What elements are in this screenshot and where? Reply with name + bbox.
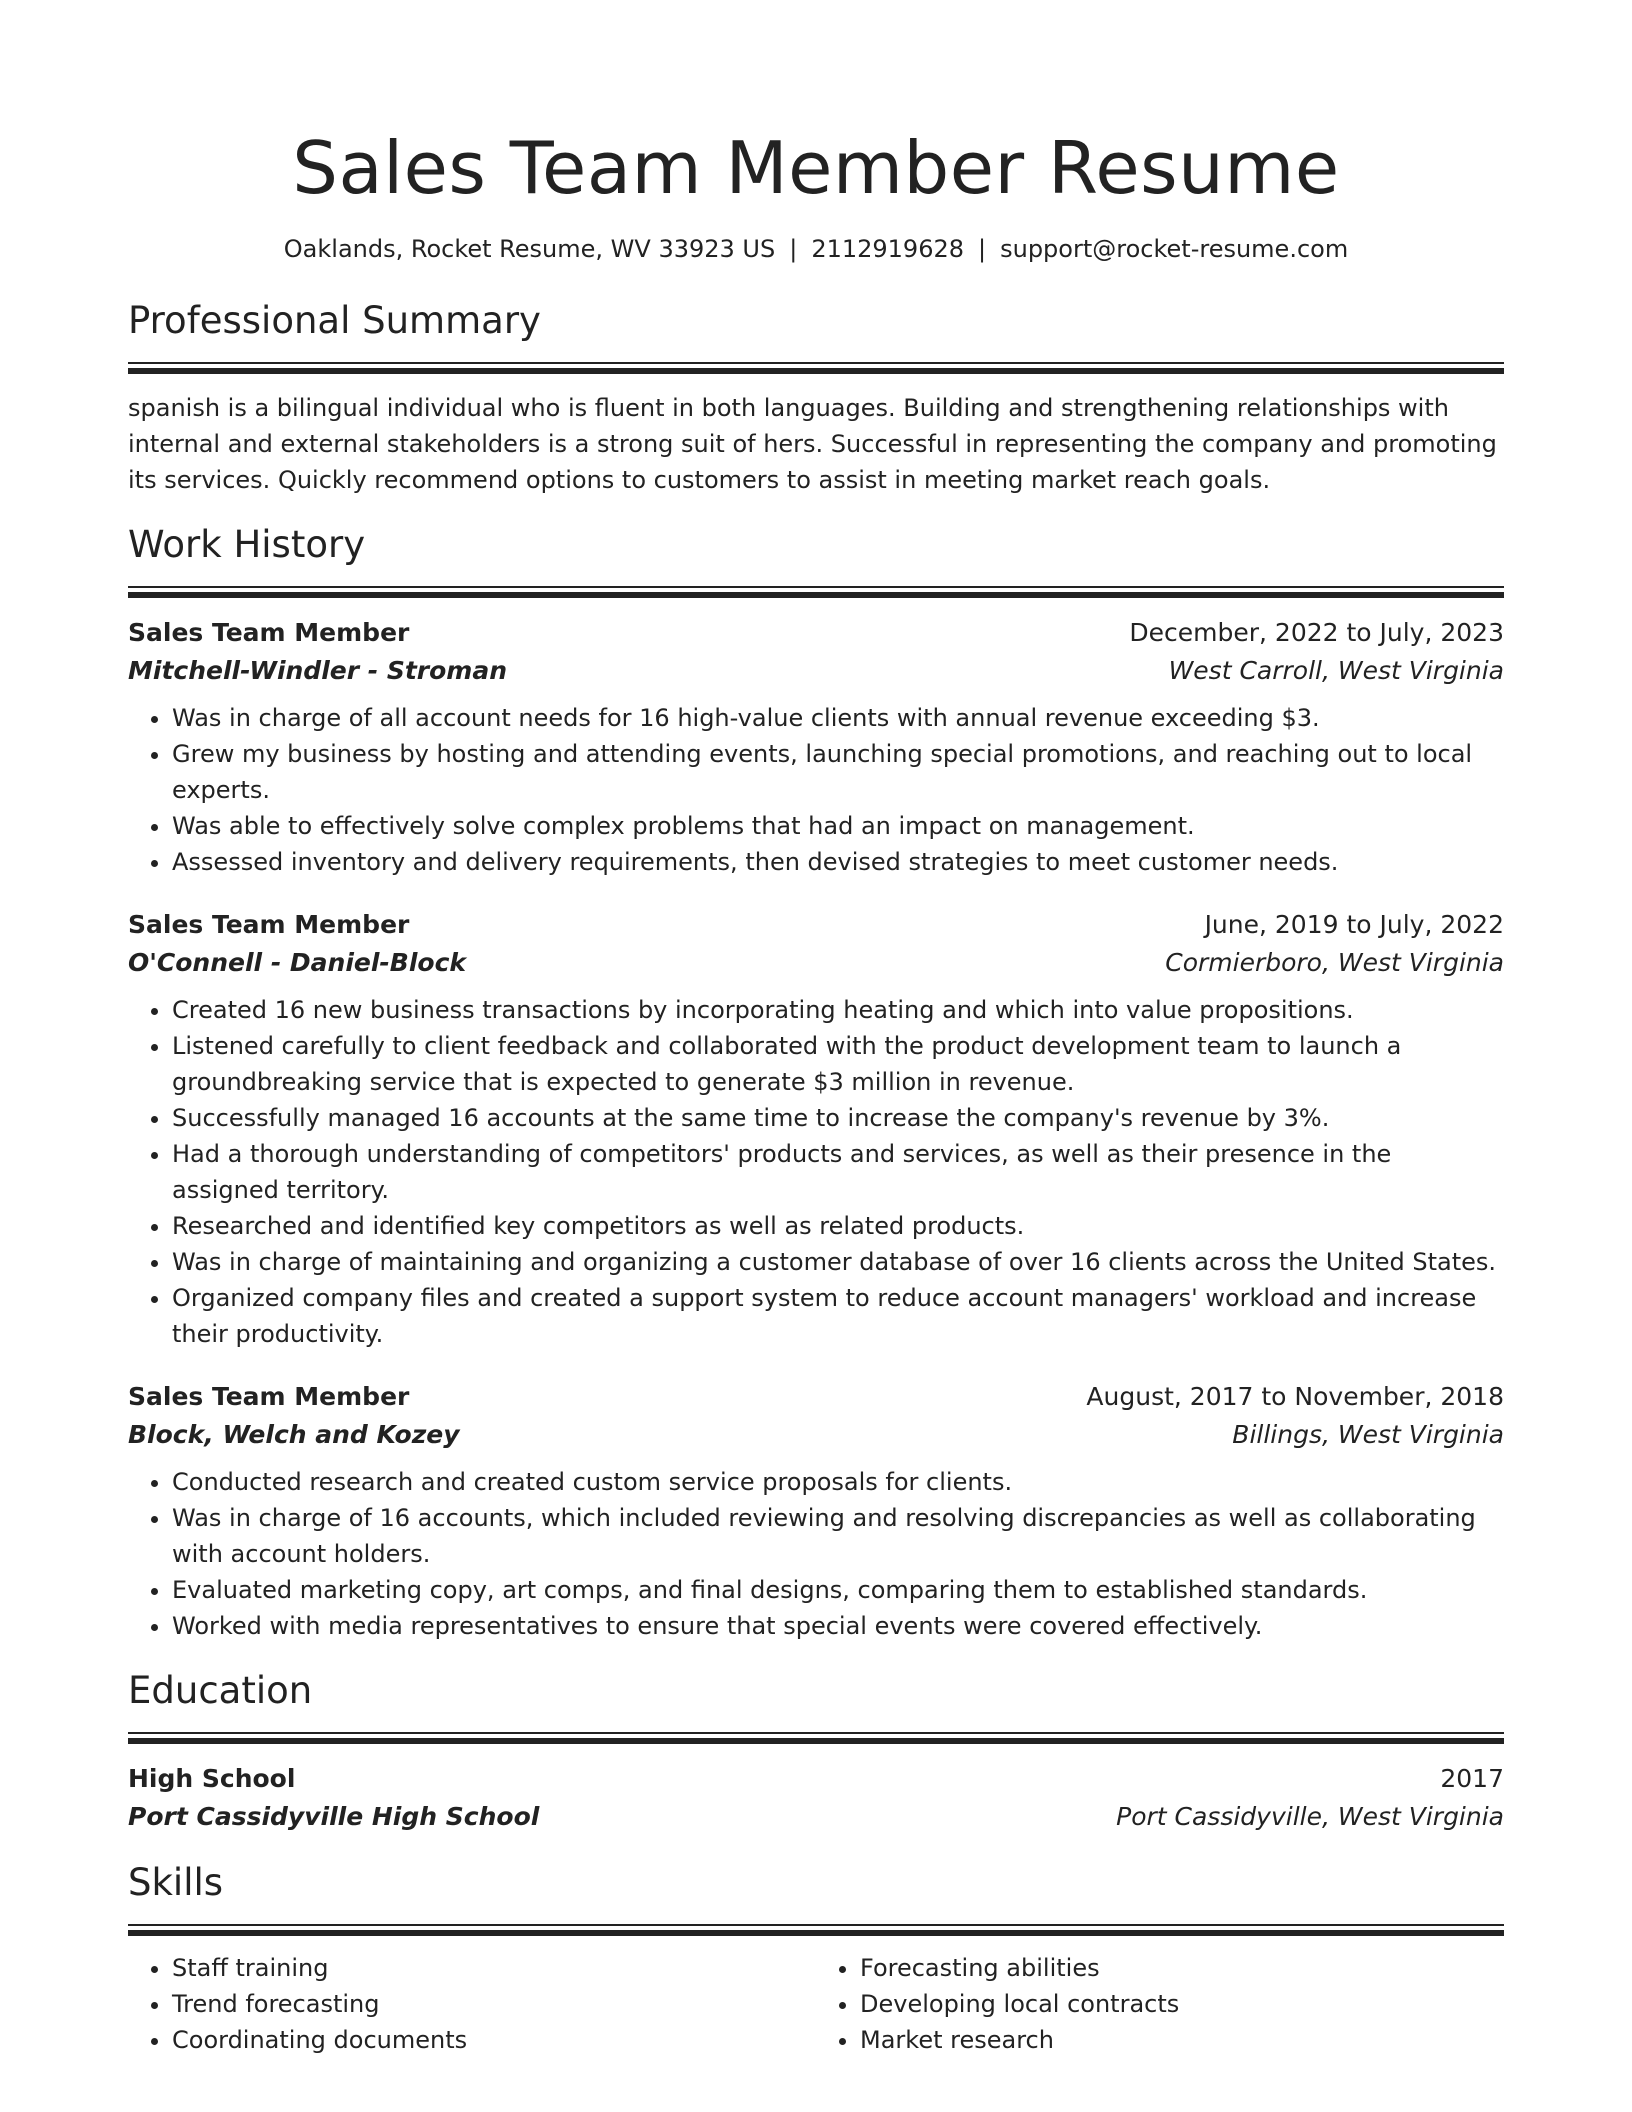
list-item: • Was able to effectively solve complex problems that had an impact on management. (172, 808, 1504, 844)
list-item: • Market research (860, 2022, 1504, 2058)
section-divider (128, 586, 1504, 598)
job-subheader (128, 1416, 1504, 1454)
list-item: • Evaluated marketing copy, art comps, and final designs, comparing them to established standards. (172, 1572, 1504, 1608)
education-location: Port Cassidyville, West Virginia (1116, 1802, 1504, 1831)
job-dates: August, 2017 to November, 2018 (1086, 1382, 1504, 1411)
list-item: • Created 16 new business transactions by incorporating heating and which into value propositions. (172, 992, 1504, 1028)
contact-line (128, 232, 1504, 266)
contact-phone: 2112919628 (811, 235, 965, 263)
job-location: Billings, West Virginia (1232, 1420, 1504, 1449)
list-item: • Assessed inventory and delivery requirements, then devised strategies to meet customer needs. (172, 844, 1504, 880)
list-item: • Successfully managed 16 accounts at the same time to increase the company's revenue by 3%. (172, 1100, 1504, 1136)
list-item: • Forecasting abilities (860, 1950, 1504, 1986)
summary-section (128, 296, 1504, 498)
education-degree: High School (128, 1764, 296, 1793)
section-title-work-history: Work History (128, 523, 366, 566)
list-item: • Had a thorough understanding of competitors' products and services, as well as their presence in the assigned territory. (172, 1136, 1504, 1208)
job-dates: December, 2022 to July, 2023 (1129, 618, 1504, 647)
list-item: • Staff training (172, 1950, 816, 1986)
list-item: • Worked with media representatives to ensure that special events were covered effectively. (172, 1608, 1504, 1644)
skills-columns (128, 1950, 1504, 2058)
contact-separator: | (789, 235, 798, 263)
contact-email: support@rocket-resume.com (1000, 235, 1349, 263)
list-item: • Trend forecasting (172, 1986, 816, 2022)
education-header (128, 1760, 1504, 1798)
job-header (128, 1378, 1504, 1416)
list-item: • Listened carefully to client feedback and collaborated with the product development team to launch a groundbreaking service that is expected to generate $3 million in revenue. (172, 1028, 1504, 1100)
education-subheader (128, 1798, 1504, 1836)
job-entry (128, 906, 1504, 1352)
education-year: 2017 (1440, 1764, 1504, 1793)
resume-title: Sales Team Member Resume (292, 126, 1340, 210)
list-item: • Was in charge of 16 accounts, which included reviewing and resolving discrepancies as well as collaborating with account holders. (172, 1500, 1504, 1572)
education-section (128, 1666, 1504, 1836)
list-item: • Researched and identified key competitors as well as related products. (172, 1208, 1504, 1244)
list-item: • Coordinating documents (172, 2022, 816, 2058)
education-school: Port Cassidyville High School (128, 1802, 540, 1831)
job-bullets (128, 700, 1504, 880)
contact-separator: | (978, 235, 987, 263)
list-item: • Organized company files and created a support system to reduce account managers' workload and increase their productivity. (172, 1280, 1504, 1352)
job-header (128, 614, 1504, 652)
section-divider (128, 362, 1504, 374)
job-location: West Carroll, West Virginia (1168, 656, 1504, 685)
job-bullets (128, 1464, 1504, 1644)
section-divider (128, 1732, 1504, 1744)
section-title-skills: Skills (128, 1861, 224, 1904)
list-item: • Developing local contracts (860, 1986, 1504, 2022)
list-item: • Conducted research and created custom service proposals for clients. (172, 1464, 1504, 1500)
work-history-section (128, 520, 1504, 1644)
list-item: • Was in charge of maintaining and organizing a customer database of over 16 clients across the United States. (172, 1244, 1504, 1280)
job-subheader (128, 652, 1504, 690)
job-location: Cormierboro, West Virginia (1165, 948, 1504, 977)
job-dates: June, 2019 to July, 2022 (1204, 910, 1504, 939)
summary-text: spanish is a bilingual individual who is fluent in both languages. Building and strengthening relationships with internal and external stakeholders is a strong suit of hers. Successful in representing the company and promoting its services. Quickly recommend options to customers to assist in meeting market reach goals. (128, 394, 1497, 494)
job-title: Sales Team Member (128, 618, 410, 647)
skills-section (128, 1858, 1504, 2058)
job-subheader (128, 944, 1504, 982)
job-header (128, 906, 1504, 944)
section-divider (128, 1924, 1504, 1936)
job-title: Sales Team Member (128, 1382, 410, 1411)
job-title: Sales Team Member (128, 910, 410, 939)
job-company: O'Connell - Daniel-Block (128, 948, 467, 977)
section-title-summary: Professional Summary (128, 299, 541, 342)
job-company: Mitchell-Windler - Stroman (128, 656, 508, 685)
job-entry (128, 1378, 1504, 1644)
contact-address: Oaklands, Rocket Resume, WV 33923 US (283, 235, 776, 263)
job-company: Block, Welch and Kozey (128, 1420, 460, 1449)
skills-list-left (128, 1950, 816, 2058)
list-item: • Was in charge of all account needs for 16 high-value clients with annual revenue exceeding $3. (172, 700, 1504, 736)
list-item: • Grew my business by hosting and attending events, launching special promotions, and reaching out to local experts. (172, 736, 1504, 808)
skills-list-right (816, 1950, 1504, 2058)
job-entry (128, 614, 1504, 880)
section-title-education: Education (128, 1669, 313, 1712)
job-bullets (128, 992, 1504, 1352)
